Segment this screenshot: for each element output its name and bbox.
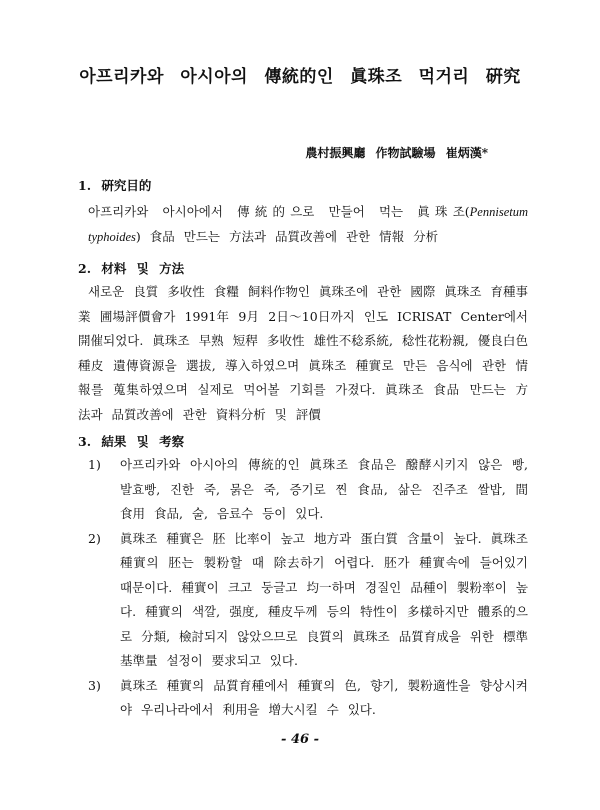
section-heading: 3. 結果 및 考察 [78, 434, 185, 449]
item-number: 3) [88, 677, 101, 693]
paper-title: 아프리카와 아시아의 傳統的인 眞珠조 먹거리 硏究 [79, 67, 521, 87]
item-text: 아프리카와 아시아의 傳統的인 眞珠조 食品은 醱酵시키지 않은 빵, 발효빵, 진한 죽, 묽은 죽, 증기로 찐 食品, 삶은 진주조 쌀밥, 間食用 食品, 술, 음료수 등이 있다. [120, 457, 528, 521]
paragraph-text: 아프리카와 아시아에서 傳統的으로 만들어 먹는 眞珠조( [88, 204, 470, 219]
item-text: 眞珠조 種實의 品質育種에서 種實의 色, 향기, 製粉適性을 향상시켜야 우리나라에서 利用을 增大시킬 수 있다. [120, 677, 528, 717]
section-methods [78, 259, 528, 427]
item-number: 2) [88, 530, 101, 546]
section-heading: 2. 材料 및 方法 [78, 261, 185, 276]
page-number: - 46 - [281, 732, 319, 747]
item-text: 眞珠조 種實은 胚 比率이 높고 地方과 蛋白質 含量이 높다. 眞珠조 種實의 胚는 製粉할 때 除去하기 어렵다. 胚가 種實속에 들어있기 때문이다. 種實이 크고 둥글고 均一하며 경질인 品種이 製粉率이 높다. 種實의 색깔, 强度, 種皮두께 등의 特性이 多樣하지만 體系的으로 分類, 檢討되지 않았으므로 良質의 眞珠조 品質育成을 위한 標準基準量 설정이 要求되고 있다. [120, 530, 528, 668]
section-results [78, 432, 528, 723]
section-paragraph: 새로운 良質 多收性 食糧 飼料作物인 眞珠조에 관한 國際 眞珠조 育種事業 圃場評價會가 1991年 9月 2日～10日까지 인도 ICRISAT Center에서 開催되었다. 眞珠조 早熟 短稈 多收性 雄性不稔系統, 稔性花粉親, 優良白色種皮 遺傳資源을 選拔, 導入하였으며 眞珠조 種實로 만든 음식에 관한 情報를 蒐集하였으며 실제로 먹어볼 기회를 가졌다. 眞珠조 食品 만드는 方法과 品質改善에 관한 資料分析 및 評價 [78, 284, 528, 422]
list-item [78, 674, 528, 723]
scientific-name: Pennisetum typhoides [88, 205, 528, 244]
item-number: 1) [88, 457, 101, 472]
results-list [78, 453, 528, 723]
author-affiliation: 農村振興廳 作物試驗場 崔炳漢* [305, 146, 488, 160]
paragraph-text: ) 食品 만드는 方法과 品質改善에 관한 情報 分析 [135, 228, 439, 244]
section-objective [78, 176, 528, 249]
section-paragraph [78, 200, 528, 249]
list-item [78, 527, 528, 674]
list-item [78, 453, 528, 527]
section-heading: 1. 硏究目的 [78, 178, 152, 193]
